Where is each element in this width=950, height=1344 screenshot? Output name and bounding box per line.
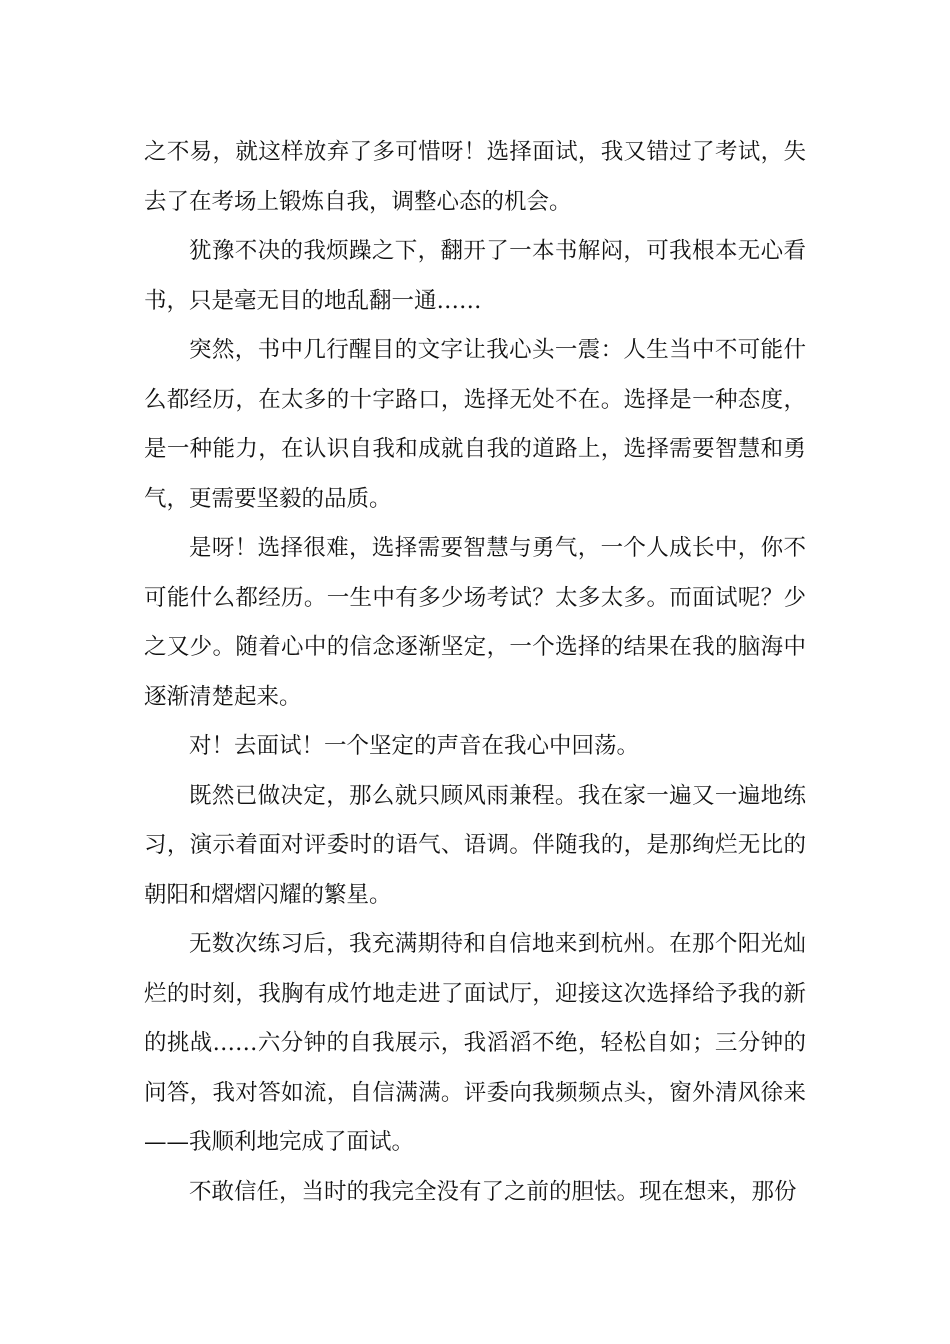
- paragraph: 不敢信任，当时的我完全没有了之前的胆怯。现在想来，那份: [189, 1178, 797, 1205]
- paragraph: 对！去面试！一个坚定的声音在我心中回荡。: [189, 733, 640, 759]
- essay-body: [144, 128, 806, 1217]
- paragraph: 既然已做决定，那么就只顾风雨兼程。我在家一遍又一遍地练习，演示着面对评委时的语气、语调。伴随我的，是那绚烂无比的朝阳和熠熠闪耀的繁星。: [144, 782, 806, 908]
- paragraph-continued: 之不易，就这样放弃了多可惜呀！选择面试，我又错过了考试，失去了在考场上锻炼自我，调整心态的机会。: [144, 139, 806, 215]
- paragraph: 无数次练习后，我充满期待和自信地来到杭州。在那个阳光灿烂的时刻，我胸有成竹地走进了面试厅，迎接这次选择给予我的新的挑战……六分钟的自我展示，我滔滔不绝，轻松自如；三分钟的问答，我对答如流，自信满满。评委向我频频点头，窗外清风徐来——我顺利地完成了面试。: [144, 931, 806, 1155]
- paragraph: 突然，书中几行醒目的文字让我心头一震：人生当中不可能什么都经历，在太多的十字路口，选择无处不在。选择是一种态度，是一种能力，在认识自我和成就自我的道路上，选择需要智慧和勇气，更需要坚毅的品质。: [144, 337, 806, 512]
- paragraph: 是呀！选择很难，选择需要智慧与勇气，一个人成长中，你不可能什么都经历。一生中有多少场考试？太多太多。而面试呢？少之又少。随着心中的信念逐渐坚定，一个选择的结果在我的脑海中逐渐清楚起来。: [144, 535, 806, 710]
- paragraph: 犹豫不决的我烦躁之下，翻开了一本书解闷，可我根本无心看书，只是毫无目的地乱翻一通……: [144, 238, 806, 314]
